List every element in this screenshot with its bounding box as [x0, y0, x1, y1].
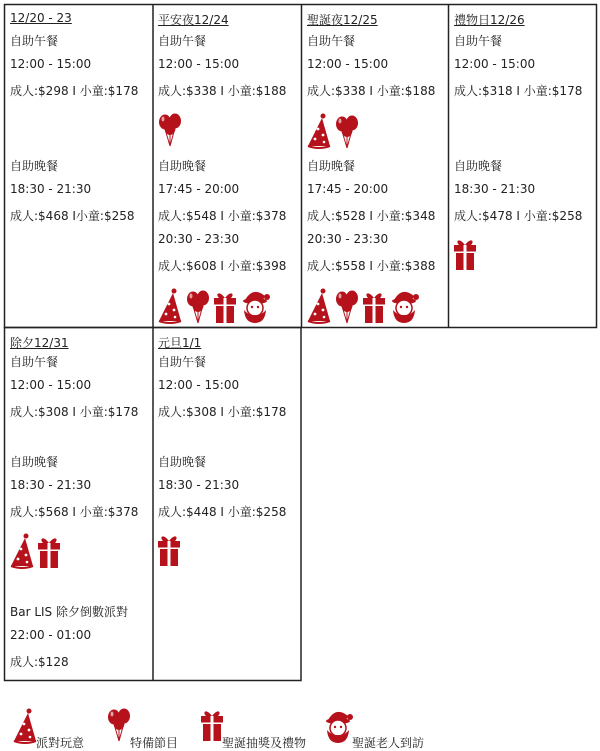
schedule-line: 自助晚餐: [10, 159, 59, 173]
schedule-line: 成人:$568 I 小童:$378: [10, 505, 139, 519]
party-hat-icon: [157, 288, 183, 327]
schedule-line: Bar LIS 除夕倒數派對: [10, 605, 128, 619]
amenity-icons: [157, 113, 183, 150]
schedule-line: 12:00 - 15:00: [158, 378, 240, 392]
schedule-line: 成人:$478 I 小童:$258: [454, 209, 583, 223]
schedule-line: 12:00 - 15:00: [10, 378, 92, 392]
schedule-line: 12:00 - 15:00: [307, 57, 389, 71]
party-hat-icon: [306, 113, 332, 152]
schedule-line: 成人:$338 I 小童:$188: [307, 84, 436, 98]
balloons-icon: [157, 113, 183, 150]
schedule-line: 自助午餐: [10, 34, 59, 48]
schedule-line: 自助晚餐: [307, 159, 356, 173]
gift-icon: [200, 708, 224, 745]
day-cell: [449, 5, 596, 325]
day-title: 禮物日12/26: [454, 13, 525, 27]
santa-icon: [388, 288, 420, 327]
legend-label: 特備節目: [130, 736, 179, 750]
schedule-line: 22:00 - 01:00: [10, 628, 92, 642]
schedule-line: 成人:$608 I 小童:$398: [158, 259, 287, 273]
schedule-line: 自助晚餐: [454, 159, 503, 173]
legend-label: 聖誕抽獎及禮物: [222, 736, 307, 750]
amenity-icons: [9, 533, 61, 572]
day-title: 平安夜12/24: [158, 13, 229, 27]
amenity-icons: [453, 237, 477, 274]
schedule-line: 成人:$308 I 小童:$178: [158, 405, 287, 419]
schedule-line: 17:45 - 20:00: [307, 182, 389, 196]
gift-icon: [362, 290, 386, 327]
amenity-icons: [306, 288, 420, 327]
party-hat-icon: [9, 533, 35, 572]
schedule-line: 成人:$298 I 小童:$178: [10, 84, 139, 98]
schedule-line: 自助午餐: [307, 34, 356, 48]
gift-icon: [213, 290, 237, 327]
schedule-line: 自助午餐: [158, 355, 207, 369]
schedule-line: 成人:$558 I 小童:$388: [307, 259, 436, 273]
gift-icon: [453, 237, 477, 274]
day-cell: [302, 5, 448, 325]
gift-icon: [37, 535, 61, 572]
schedule-line: 自助晚餐: [158, 455, 207, 469]
schedule-line: 18:30 - 21:30: [10, 182, 92, 196]
schedule-line: 成人:$528 I 小童:$348: [307, 209, 436, 223]
amenity-icons: [306, 113, 360, 152]
balloons-icon: [334, 115, 360, 152]
schedule-line: 自助晚餐: [158, 159, 207, 173]
schedule-line: 12:00 - 15:00: [10, 57, 92, 71]
amenity-icons: [157, 533, 181, 570]
balloons-icon: [106, 708, 132, 745]
schedule-line: 成人:$468 I小童:$258: [10, 209, 135, 223]
day-cell: [5, 328, 153, 669]
schedule-line: 成人:$128: [10, 655, 69, 669]
balloons-icon: [334, 290, 360, 327]
gift-icon: [157, 533, 181, 570]
schedule-line: 18:30 - 21:30: [454, 182, 536, 196]
day-cell: [153, 5, 301, 325]
santa-icon: [239, 288, 271, 327]
schedule-line: 自助晚餐: [10, 455, 59, 469]
schedule-line: 17:45 - 20:00: [158, 182, 240, 196]
legend-label: 聖誕老人到訪: [352, 736, 425, 750]
schedule-line: 20:30 - 23:30: [307, 232, 389, 246]
day-cell: [5, 5, 153, 325]
schedule-line: 成人:$548 I 小童:$378: [158, 209, 287, 223]
schedule-line: 20:30 - 23:30: [158, 232, 240, 246]
day-title: 聖誕夜12/25: [307, 13, 378, 27]
schedule-line: 12:00 - 15:00: [454, 57, 536, 71]
schedule-line: 成人:$318 I 小童:$178: [454, 84, 583, 98]
day-title: 除夕12/31: [10, 336, 69, 350]
schedule-line: 18:30 - 21:30: [10, 478, 92, 492]
day-cell: [153, 328, 301, 648]
day-title: 12/20 - 23: [10, 11, 72, 25]
schedule-line: 自助午餐: [158, 34, 207, 48]
party-hat-icon: [12, 708, 38, 747]
schedule-line: 12:00 - 15:00: [158, 57, 240, 71]
balloons-icon: [185, 290, 211, 327]
schedule-line: 成人:$448 I 小童:$258: [158, 505, 287, 519]
legend-label: 派對玩意: [36, 736, 85, 750]
schedule-line: 自助午餐: [10, 355, 59, 369]
day-title: 元旦1/1: [158, 336, 202, 350]
schedule-line: 18:30 - 21:30: [158, 478, 240, 492]
schedule-line: 成人:$338 I 小童:$188: [158, 84, 287, 98]
amenity-icons: [157, 288, 271, 327]
party-hat-icon: [306, 288, 332, 327]
schedule-line: 自助午餐: [454, 34, 503, 48]
santa-icon: [322, 708, 354, 747]
schedule-line: 成人:$308 I 小童:$178: [10, 405, 139, 419]
